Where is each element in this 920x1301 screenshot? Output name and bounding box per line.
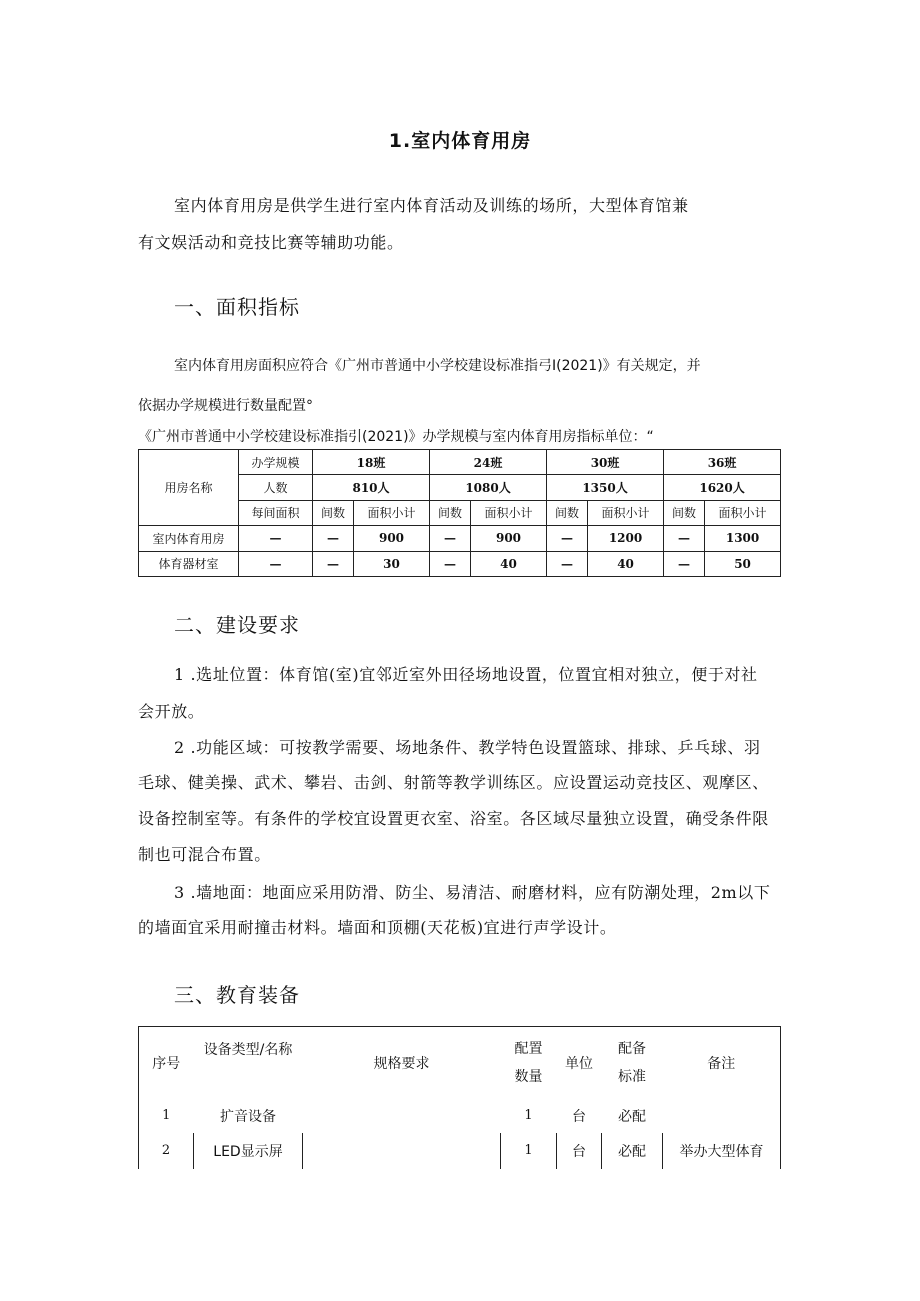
unit-cell: 台 — [572, 1108, 586, 1125]
table-row — [139, 1133, 781, 1169]
area-text-line-1: 室内体育用房面积应符合《广州市普通中小学校建设标准指弓I(2021)》有关规定，并 — [174, 358, 701, 374]
row-name: 室内体育用房 — [139, 526, 239, 551]
header-name: 设备类型/名称 — [194, 1027, 303, 1099]
note-cell: 举办大型体育 — [663, 1133, 781, 1169]
seq-cell: 2 — [139, 1133, 194, 1169]
header-quantity-line-1: 配置 — [514, 1040, 543, 1057]
scale-label: 办学规模 — [239, 450, 313, 475]
per-room-value: — — [239, 551, 313, 576]
count-value: — — [313, 551, 354, 576]
table-row — [139, 551, 781, 576]
section-heading-area: 一、面积指标 — [174, 295, 300, 319]
area-text-line-2: 依据办学规模进行数量配置° — [138, 398, 313, 414]
subtotal-label: 面积小计 — [588, 500, 664, 525]
people-30: 1350人 — [547, 475, 664, 500]
people-24: 1080人 — [430, 475, 547, 500]
area-table — [138, 449, 781, 577]
seq-cell: 1 — [139, 1099, 194, 1133]
requirement-1-line-1: 1 .选址位置：体育馆(室)宜邻近室外田径场地设置，位置宜相对独立，便于对社 — [174, 665, 758, 684]
intro-line-2: 有文娱活动和竞技比赛等辅助功能。 — [138, 233, 404, 252]
name-cell: LED显示屏 — [194, 1133, 303, 1169]
requirement-2-line-4: 制也可混合布置。 — [138, 845, 271, 864]
standard-cell: 必配 — [618, 1108, 646, 1125]
table-row — [139, 1099, 781, 1133]
standard-cell: 必配 — [602, 1133, 663, 1169]
equipment-table — [138, 1026, 781, 1169]
subtotal-value: 1200 — [588, 526, 664, 551]
note-cell — [663, 1099, 781, 1133]
count-label: 间数 — [313, 500, 354, 525]
per-room-value: — — [239, 526, 313, 551]
header-seq: 序号 — [139, 1027, 194, 1099]
subtotal-label: 面积小计 — [471, 500, 547, 525]
subtotal-value: 900 — [471, 526, 547, 551]
count-value: — — [547, 526, 588, 551]
subtotal-value: 40 — [588, 551, 664, 576]
qty-cell: 1 — [501, 1133, 557, 1169]
subtotal-value: 900 — [354, 526, 430, 551]
requirement-1-line-2: 会开放。 — [138, 702, 205, 721]
scale-30: 30班 — [547, 450, 664, 475]
subtotal-label: 面积小计 — [354, 500, 430, 525]
scale-36: 36班 — [664, 450, 781, 475]
count-value: — — [430, 526, 471, 551]
header-standard-line-1: 配备 — [618, 1040, 646, 1057]
section-heading-construction: 二、建设要求 — [174, 613, 300, 637]
per-room-label: 每间面积 — [239, 500, 313, 525]
qty-cell: 1 — [524, 1108, 533, 1123]
header-standard — [602, 1027, 663, 1099]
count-label: 间数 — [664, 500, 705, 525]
subtotal-value: 30 — [354, 551, 430, 576]
name-cell: 扩音设备 — [220, 1108, 276, 1125]
header-unit: 单位 — [557, 1027, 602, 1099]
row-name: 体育器材室 — [139, 551, 239, 576]
scale-18: 18班 — [313, 450, 430, 475]
subtotal-value: 1300 — [705, 526, 781, 551]
requirement-2-line-1: 2 .功能区域：可按教学需要、场地条件、教学特色设置篮球、排球、乒乓球、羽 — [174, 738, 761, 757]
count-value: — — [313, 526, 354, 551]
count-value: — — [664, 551, 705, 576]
requirement-3-line-1: 3 .墙地面：地面应采用防滑、防尘、易清洁、耐磨材料，应有防潮处理，2m以下 — [174, 883, 771, 902]
count-value: — — [430, 551, 471, 576]
people-18: 810人 — [313, 475, 430, 500]
subtotal-value: 40 — [471, 551, 547, 576]
subtotal-label: 面积小计 — [705, 500, 781, 525]
count-value: — — [664, 526, 705, 551]
count-label: 间数 — [547, 500, 588, 525]
header-note: 备注 — [663, 1027, 781, 1099]
table-row — [139, 526, 781, 551]
count-label: 间数 — [430, 500, 471, 525]
header-quantity — [501, 1027, 557, 1099]
header-standard-line-2: 标准 — [618, 1068, 646, 1085]
page-title: 1.室内体育用房 — [388, 130, 532, 152]
room-name-header: 用房名称 — [139, 450, 239, 526]
spec-cell — [303, 1099, 501, 1133]
scale-24: 24班 — [430, 450, 547, 475]
requirement-3-line-2: 的墙面宜采用耐撞击材料。墙面和顶棚(天花板)宜进行声学设计。 — [138, 918, 617, 937]
people-36: 1620人 — [664, 475, 781, 500]
area-table-caption: 《广州市普通中小学校建设标准指引(2021)》办学规模与室内体育用房指标单位：“ — [138, 429, 654, 445]
people-label: 人数 — [239, 475, 313, 500]
requirement-2-line-3: 设备控制室等。有条件的学校宜设置更衣室、浴室。各区域尽量独立设置，确受条件限 — [138, 809, 769, 828]
header-quantity-line-2: 数量 — [514, 1068, 543, 1085]
requirement-2-line-2: 毛球、健美操、武术、攀岩、击剑、射箭等教学训练区。应设置运动竞技区、观摩区、 — [138, 773, 769, 792]
unit-cell: 台 — [557, 1133, 602, 1169]
subtotal-value: 50 — [705, 551, 781, 576]
spec-cell — [303, 1133, 501, 1169]
intro-line-1: 室内体育用房是供学生进行室内体育活动及训练的场所，大型体育馆兼 — [174, 196, 689, 215]
count-value: — — [547, 551, 588, 576]
section-heading-equipment: 三、教育装备 — [174, 983, 300, 1007]
header-spec: 规格要求 — [303, 1027, 501, 1099]
